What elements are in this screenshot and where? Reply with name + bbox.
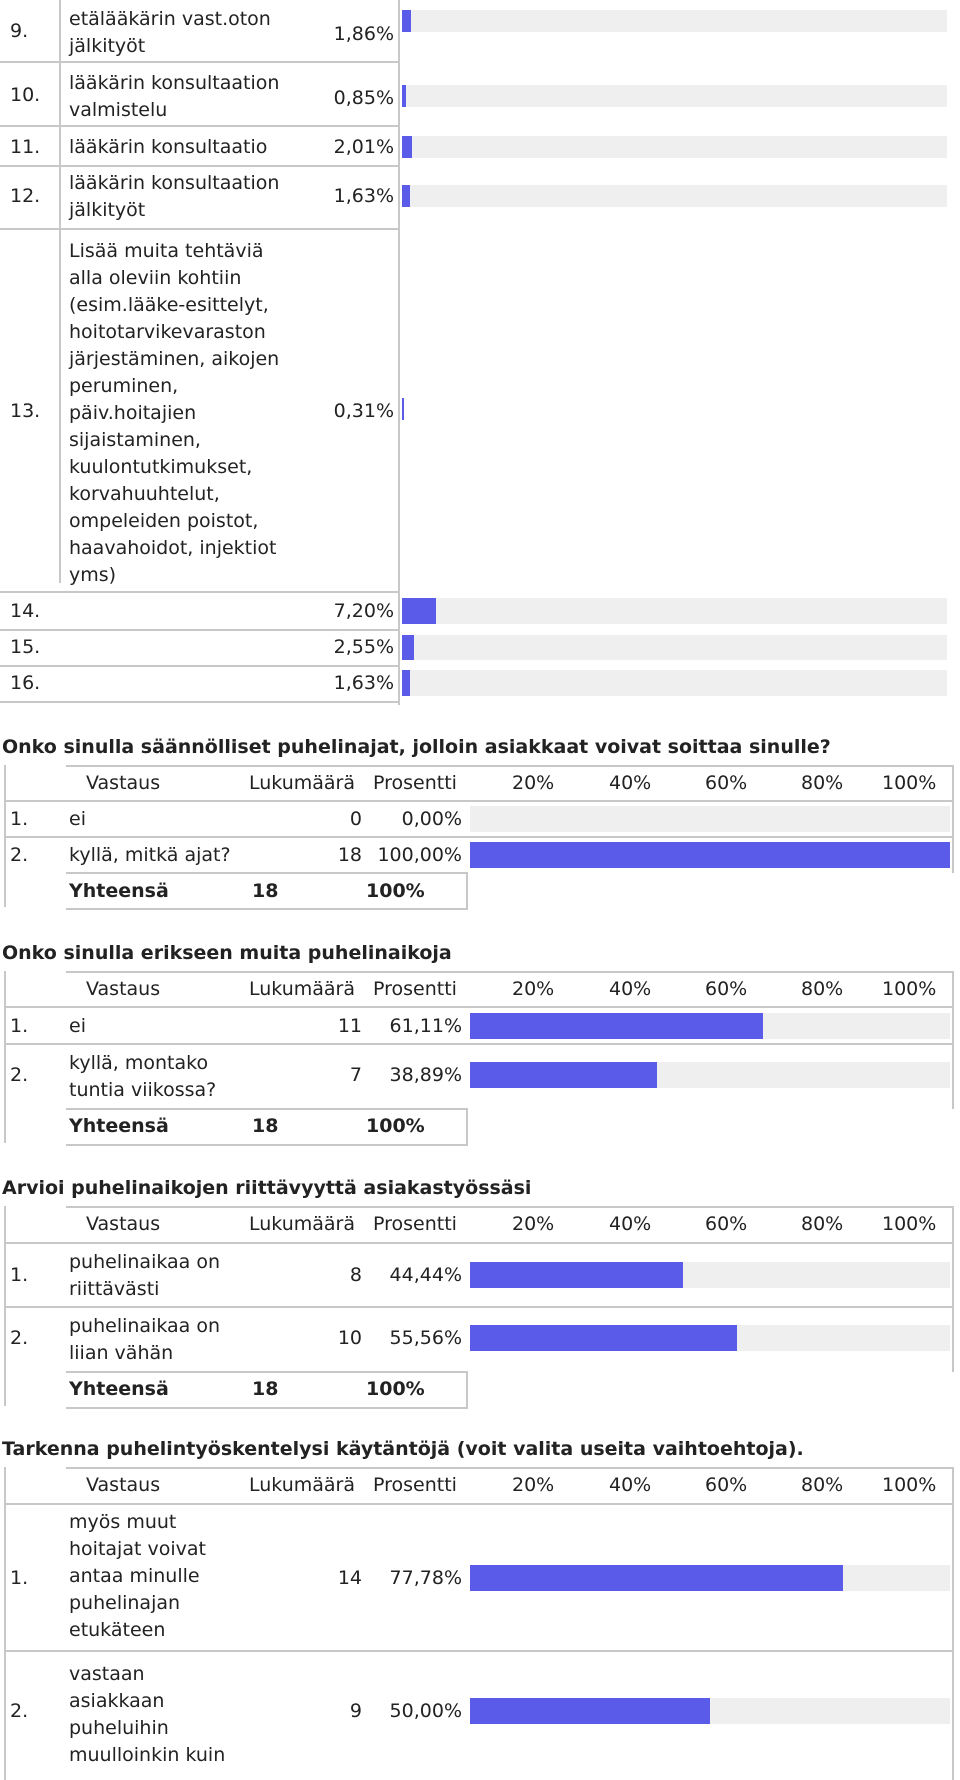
total-label: Yhteensä	[69, 1378, 169, 1400]
bar-track	[470, 1565, 950, 1591]
question-title: Arvioi puhelinaikojen riittävyyttä asiakastyössäsi	[2, 1177, 532, 1199]
bar-fill	[470, 1565, 843, 1591]
row-number: 14.	[10, 600, 41, 622]
axis-tick: 80%	[801, 978, 844, 1000]
total-percent: 100%	[366, 880, 425, 902]
row-count: 7	[349, 1064, 362, 1086]
header-percent: Prosentti	[373, 1474, 457, 1496]
axis-tick: 40%	[609, 978, 652, 1000]
row-label: ei	[69, 1015, 86, 1037]
header-answer: Vastaus	[86, 1213, 161, 1235]
row-label: lääkärin konsultaatio	[69, 136, 268, 158]
row-number: 2.	[10, 1700, 29, 1722]
axis-tick: 80%	[801, 1213, 844, 1235]
row-percent: 61,11%	[389, 1015, 462, 1037]
row-percent: 1,63%	[333, 672, 394, 694]
row-percent: 0,00%	[401, 808, 462, 830]
row-number: 1.	[10, 1264, 29, 1286]
row-count: 18	[337, 844, 362, 866]
bar-fill	[470, 1013, 763, 1039]
row-count: 9	[349, 1700, 362, 1722]
axis-tick: 100%	[882, 1213, 937, 1235]
row-label: myös muut hoitajat voivat antaa minulle puhelinajan etukäteen	[69, 1511, 206, 1641]
row-percent: 0,31%	[333, 400, 394, 422]
bar-track	[402, 635, 947, 660]
row-count: 0	[349, 808, 362, 830]
row-number: 2.	[10, 1064, 29, 1086]
bar-fill	[470, 1325, 737, 1351]
axis-tick: 60%	[705, 1474, 748, 1496]
bar-track	[470, 806, 950, 832]
row-percent: 50,00%	[389, 1700, 462, 1722]
header-count: Lukumäärä	[249, 1213, 356, 1235]
axis-tick: 60%	[705, 1213, 748, 1235]
bar-fill	[402, 398, 404, 420]
question-title: Onko sinulla säännölliset puhelinajat, jolloin asiakkaat voivat soittaa sinulle?	[2, 736, 831, 758]
row-number: 1.	[10, 808, 29, 830]
row-percent: 1,63%	[333, 185, 394, 207]
bar-fill	[470, 1698, 710, 1724]
row-number: 1.	[10, 1015, 29, 1037]
header-count: Lukumäärä	[249, 772, 356, 794]
row-number: 10.	[10, 84, 41, 106]
bar-track	[402, 398, 947, 420]
row-number: 1.	[10, 1567, 29, 1589]
bar-track	[470, 1013, 950, 1039]
header-answer: Vastaus	[86, 1474, 161, 1496]
bar-track	[470, 1062, 950, 1088]
bar-track	[470, 842, 950, 868]
total-count: 18	[252, 1115, 279, 1137]
header-count: Lukumäärä	[249, 1474, 356, 1496]
bar-fill	[402, 136, 412, 158]
axis-tick: 60%	[705, 772, 748, 794]
header-percent: Prosentti	[373, 1213, 457, 1235]
row-label: etälääkärin vast.oton jälkityöt	[69, 8, 271, 57]
axis-tick: 20%	[512, 1213, 555, 1235]
bar-track	[470, 1262, 950, 1288]
header-percent: Prosentti	[373, 978, 457, 1000]
bar-fill	[402, 635, 414, 660]
row-label: lääkärin konsultaation valmistelu	[69, 72, 280, 121]
total-count: 18	[252, 880, 279, 902]
bar-fill	[402, 85, 406, 107]
axis-tick: 100%	[882, 978, 937, 1000]
row-percent: 7,20%	[333, 600, 394, 622]
bar-track	[402, 136, 947, 158]
axis-tick: 100%	[882, 1474, 937, 1496]
row-percent: 44,44%	[389, 1264, 462, 1286]
question-title: Onko sinulla erikseen muita puhelinaikoja	[2, 942, 452, 964]
bar-track	[402, 10, 947, 32]
axis-tick: 20%	[512, 772, 555, 794]
question-title: Tarkenna puhelintyöskentelysi käytäntöjä (voit valita useita vaihtoehtoja).	[2, 1438, 804, 1460]
row-count: 14	[337, 1567, 362, 1589]
bar-fill	[470, 842, 950, 868]
row-label: puhelinaikaa on riittävästi	[69, 1251, 221, 1300]
row-label: puhelinaikaa on liian vähän	[69, 1315, 221, 1364]
bar-track	[470, 1325, 950, 1351]
bar-track	[402, 85, 947, 107]
row-number: 13.	[10, 400, 41, 422]
axis-tick: 40%	[609, 1474, 652, 1496]
row-label: lääkärin konsultaation jälkityöt	[69, 172, 280, 221]
bar-fill	[402, 670, 410, 696]
row-number: 11.	[10, 136, 41, 158]
axis-tick: 40%	[609, 772, 652, 794]
row-label: kyllä, montako tuntia viikossa?	[69, 1052, 217, 1101]
axis-tick: 80%	[801, 1474, 844, 1496]
axis-tick: 20%	[512, 1474, 555, 1496]
row-label: kyllä, mitkä ajat?	[69, 844, 231, 866]
header-answer: Vastaus	[86, 978, 161, 1000]
row-percent: 55,56%	[389, 1327, 462, 1349]
header-percent: Prosentti	[373, 772, 457, 794]
bar-fill	[402, 598, 436, 624]
total-label: Yhteensä	[69, 1115, 169, 1137]
row-number: 16.	[10, 672, 41, 694]
row-percent: 2,55%	[333, 636, 394, 658]
row-number: 9.	[10, 20, 29, 42]
row-percent: 1,86%	[333, 23, 394, 45]
row-count: 10	[337, 1327, 362, 1349]
header-count: Lukumäärä	[249, 978, 356, 1000]
bar-fill	[470, 1262, 683, 1288]
row-number: 2.	[10, 844, 29, 866]
total-label: Yhteensä	[69, 880, 169, 902]
total-percent: 100%	[366, 1115, 425, 1137]
row-percent: 38,89%	[389, 1064, 462, 1086]
row-count: 8	[349, 1264, 362, 1286]
row-count: 11	[337, 1015, 362, 1037]
row-percent: 77,78%	[389, 1567, 462, 1589]
row-number: 2.	[10, 1327, 29, 1349]
bar-track	[402, 185, 947, 207]
row-percent: 100,00%	[377, 844, 462, 866]
header-answer: Vastaus	[86, 772, 161, 794]
row-number: 15.	[10, 636, 41, 658]
bar-fill	[470, 1062, 657, 1088]
row-label: ei	[69, 808, 86, 830]
bar-fill	[402, 185, 410, 207]
bar-track	[402, 670, 947, 696]
row-number: 12.	[10, 185, 41, 207]
axis-tick: 60%	[705, 978, 748, 1000]
bar-track	[402, 598, 947, 624]
row-label: Lisää muita tehtäviä alla oleviin kohtiin (esim.lääke-esittelyt, hoitotarvikevaraston järjestäminen, aikojen peruminen, päiv.hoitajien sijaistaminen, kuulontutkimukset, korvahuuhtelut, ompeleiden poistot, haavahoidot, injektiot yms)	[69, 240, 280, 586]
bar-fill	[402, 10, 411, 32]
axis-tick: 40%	[609, 1213, 652, 1235]
total-percent: 100%	[366, 1378, 425, 1400]
axis-tick: 80%	[801, 772, 844, 794]
row-percent: 0,85%	[333, 87, 394, 109]
row-percent: 2,01%	[333, 136, 394, 158]
axis-tick: 100%	[882, 772, 937, 794]
bar-track	[470, 1698, 950, 1724]
row-label: vastaan asiakkaan puheluihin muulloinkin kuin	[69, 1663, 226, 1766]
total-count: 18	[252, 1378, 279, 1400]
axis-tick: 20%	[512, 978, 555, 1000]
